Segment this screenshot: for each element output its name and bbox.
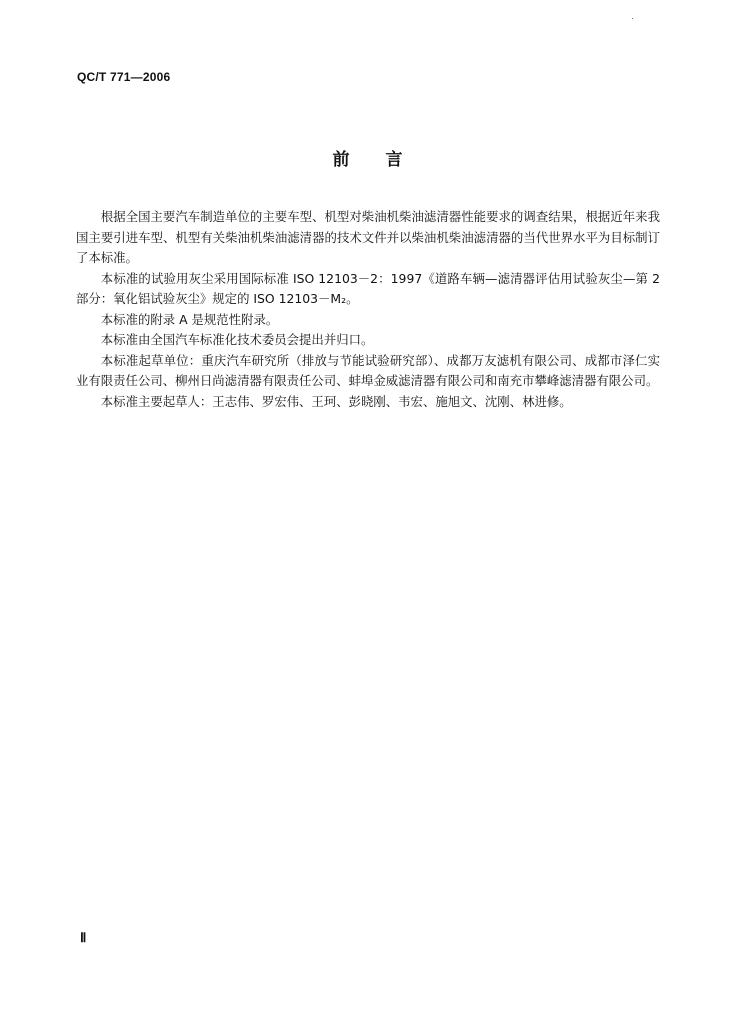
page-title: 前言 (332, 150, 439, 170)
paragraph-appendix: 本标准的附录 A 是规范性附录。 (100, 311, 279, 327)
paragraph-drafting-units: 本标准起草单位：重庆汽车研究所（排放与节能试验研究部）、成都万友滤机有限公司、成都市泽仁实业有限责任公司、柳州日尚滤清器有限责任公司、蚌埠金威滤清器有限公司和南充市攀峰滤清器有限公司。 (76, 352, 660, 388)
standard-code: QC/T 771—2006 (77, 70, 171, 84)
page-number: Ⅱ (80, 930, 87, 945)
paragraph-proposer: 本标准由全国汽车标准化技术委员会提出并归口。 (100, 332, 374, 347)
paragraph-drafters: 本标准主要起草人：王志伟、罗宏伟、王珂、彭晓刚、韦宏、施旭文、沈刚、林进修。 (100, 393, 572, 409)
scan-speck (632, 18, 633, 19)
paragraph-test-dust: 本标准的试验用灰尘采用国际标准 ISO 12103－2：1997《道路车辆—滤清器评估用试验灰尘—第 2 部分：氧化铝试验灰尘》规定的 ISO 12103－M₂。 (76, 270, 660, 306)
preface-body (76, 207, 660, 412)
paragraph-background: 根据全国主要汽车制造单位的主要车型、机型对柴油机柴油滤清器性能要求的调查结果，根据近年来我国主要引进车型、机型有关柴油机柴油滤清器的技术文件并以柴油机柴油滤清器的当代世界水平为目标制订了本标准。 (76, 209, 660, 265)
